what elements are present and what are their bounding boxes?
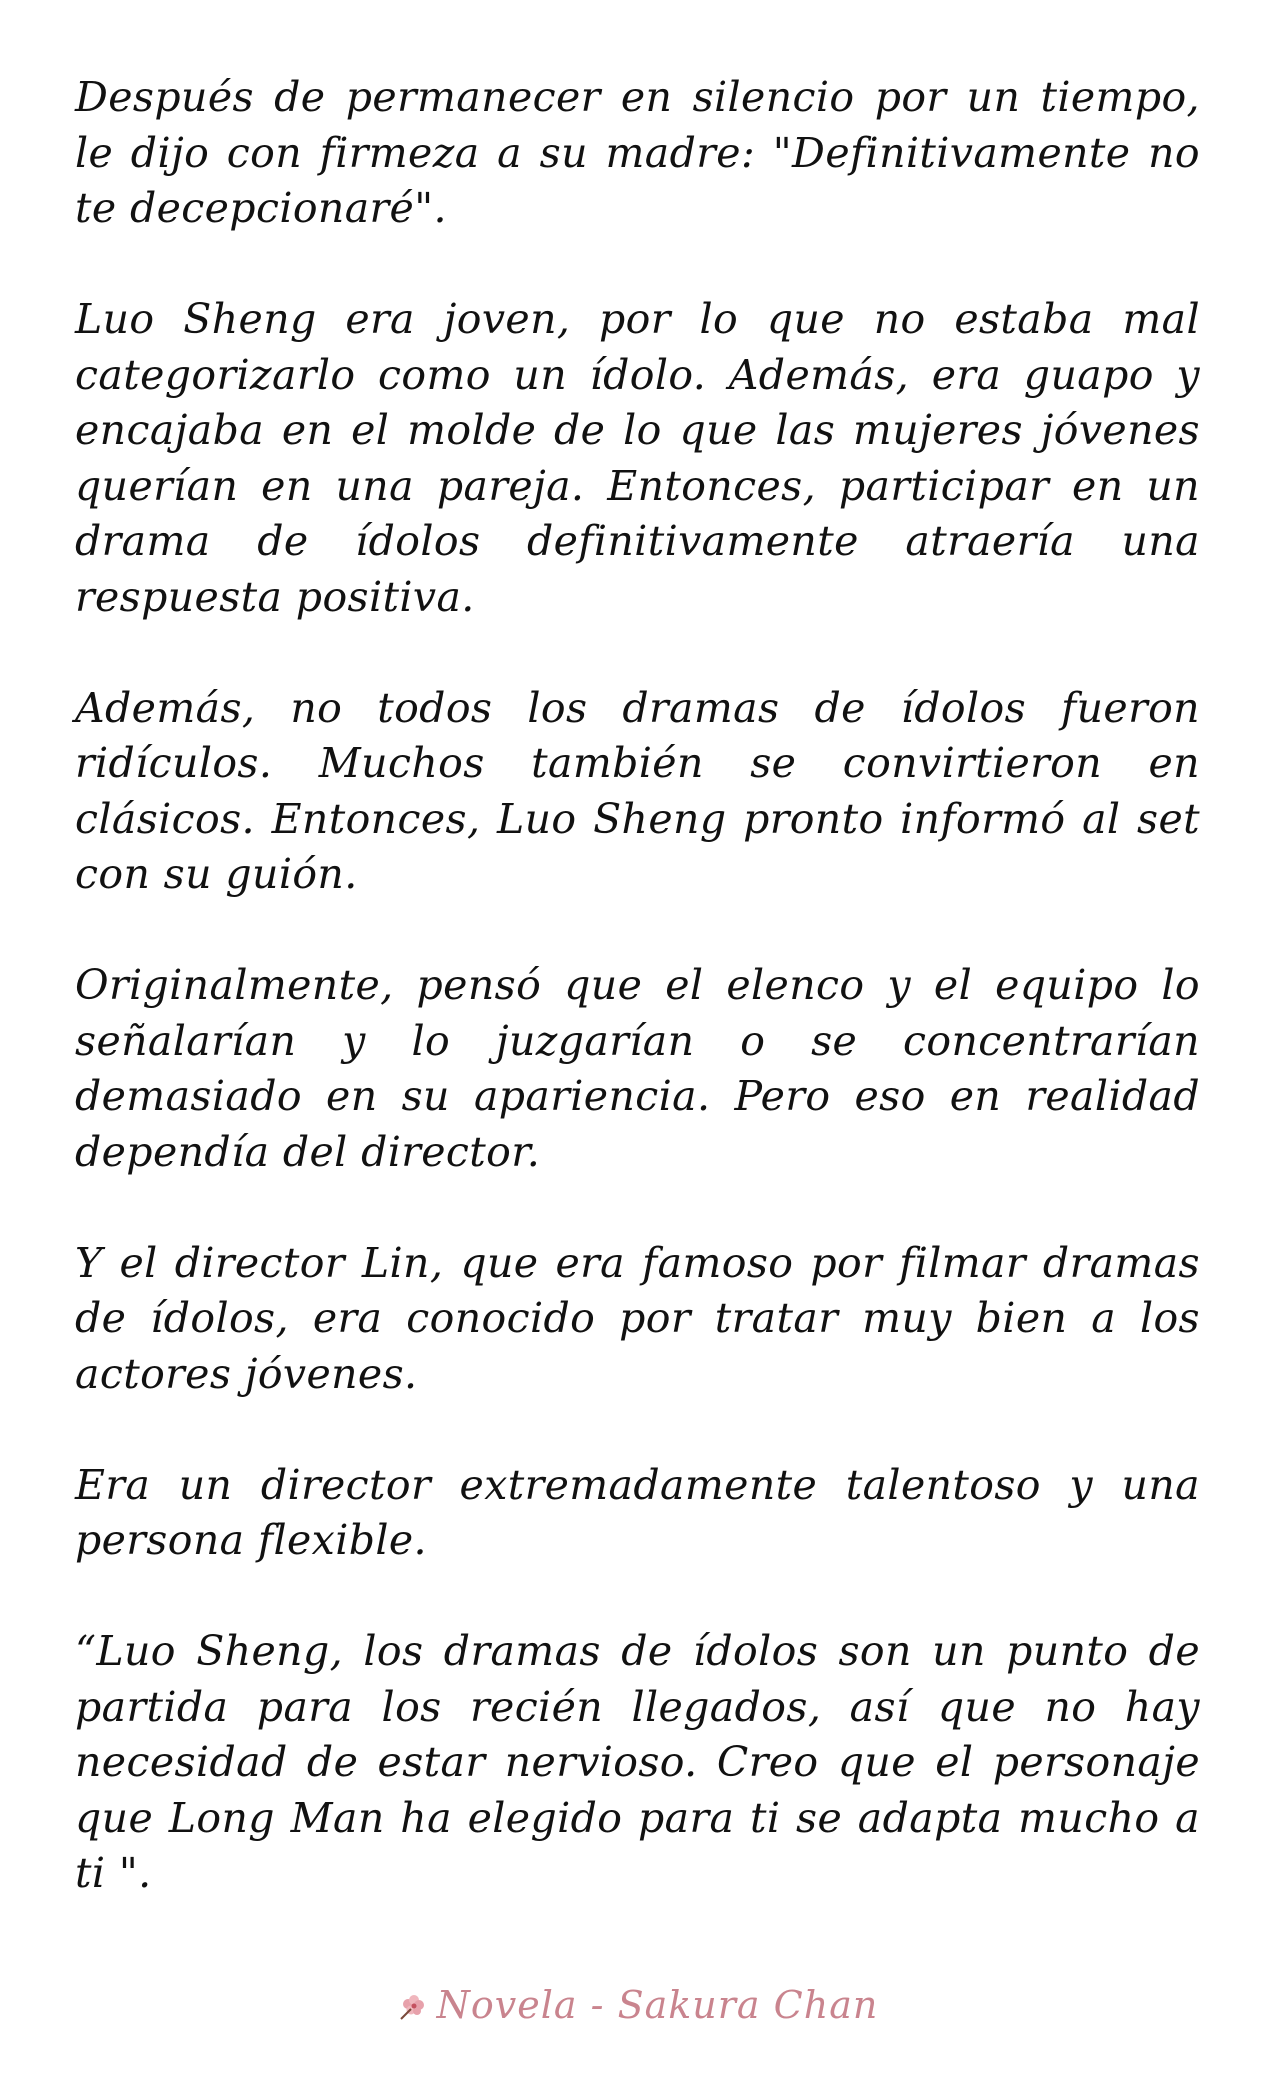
paragraph: Después de permanecer en silencio por un tiempo, le dijo con firmeza a su madre: "Definitivamente no te decepcionaré". <box>75 73 1200 232</box>
paragraph: Además, no todos los dramas de ídolos fueron ridículos. Muchos también se convirtieron en clásicos. Entonces, Luo Sheng pronto informó al set con su guión. <box>75 683 1200 898</box>
paragraph: Era un director extremadamente talentoso y una persona flexible. <box>75 1460 1200 1564</box>
paragraph: Y el director Lin, que era famoso por filmar dramas de ídolos, era conocido por tratar muy bien a los actores jóvenes. <box>75 1238 1200 1398</box>
watermark <box>0 1983 1275 2031</box>
paragraph: “Luo Sheng, los dramas de ídolos son un punto de partida para los recién llegados, así que no hay necesidad de estar nervioso. Creo que el personaje que Long Man ha elegido para ti se adapta mucho a ti ". <box>75 1627 1200 1897</box>
watermark-text: Novela - Sakura Chan <box>436 1983 879 2027</box>
paragraph: Originalmente, pensó que el elenco y el equipo lo señalarían y lo juzgarían o se concentrarían demasiado en su apariencia. Pero eso en realidad dependía del director. <box>75 961 1200 1176</box>
sakura-flower-icon <box>397 1987 431 2031</box>
document-body <box>75 70 1200 1957</box>
paragraph: Luo Sheng era joven, por lo que no estaba mal categorizarlo como un ídolo. Además, era guapo y encajaba en el molde de lo que las mujeres jóvenes querían en una pareja. Entonces, participar en un drama de ídolos definitivamente atraería una respuesta positiva. <box>75 295 1200 621</box>
